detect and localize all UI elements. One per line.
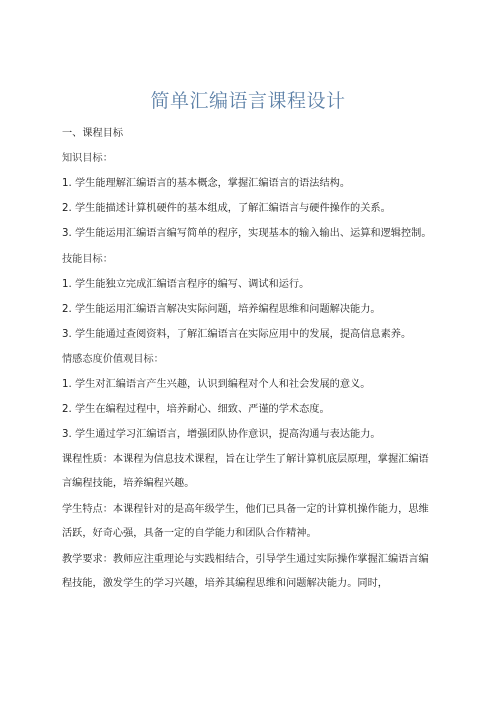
document-body (62, 128, 436, 604)
knowledge-goals-label: 知识目标： (62, 153, 113, 164)
course-nature-paragraph: 课程性质：本课程为信息技术课程，旨在让学生了解计算机底层原理，掌握汇编语言编程技能，培养编程兴趣。 (62, 453, 429, 489)
skill-goal-1: 1. 学生能独立完成汇编语言程序的编写、调试和运行。 (62, 278, 310, 290)
student-traits-paragraph: 学生特点：本课程针对的是高年级学生，他们已具备一定的计算机操作能力，思维活跃，好奇心强，具备一定的自学能力和团队合作精神。 (62, 503, 429, 539)
attitude-goal-2: 2. 学生在编程过程中，培养耐心、细致、严谨的学术态度。 (62, 403, 330, 415)
teaching-requirements-paragraph: 教学要求：教师应注重理论与实践相结合，引导学生通过实际操作掌握汇编语言编程技能，激发学生的学习兴趣，培养其编程思维和问题解决能力。同时， (62, 553, 429, 589)
skill-goals-label: 技能目标： (62, 253, 113, 265)
knowledge-goal-1: 1. 学生能理解汇编语言的基本概念，掌握汇编语言的语法结构。 (62, 178, 351, 189)
skill-goal-2: 2. 学生能运用汇编语言解决实际问题，培养编程思维和问题解决能力。 (62, 303, 381, 315)
section-heading: 一、课程目标 (62, 128, 124, 139)
document-title: 简单汇编语言课程设计 (150, 90, 346, 112)
attitude-goal-3: 3. 学生通过学习汇编语言，增强团队协作意识，提高沟通与表达能力。 (62, 428, 381, 440)
skill-goal-3: 3. 学生能通过查阅资料，了解汇编语言在实际应用中的发展，提高信息素养。 (62, 328, 412, 340)
attitude-goals-label: 情感态度价值观目标： (62, 353, 164, 365)
knowledge-goal-3: 3. 学生能运用汇编语言编写简单的程序，实现基本的输入输出、运算和逻辑控制。 (62, 228, 432, 239)
knowledge-goal-2: 2. 学生能描述计算机硬件的基本组成，了解汇编语言与硬件操作的关系。 (62, 203, 391, 214)
attitude-goal-1: 1. 学生对汇编语言产生兴趣，认识到编程对个人和社会发展的意义。 (62, 378, 371, 390)
